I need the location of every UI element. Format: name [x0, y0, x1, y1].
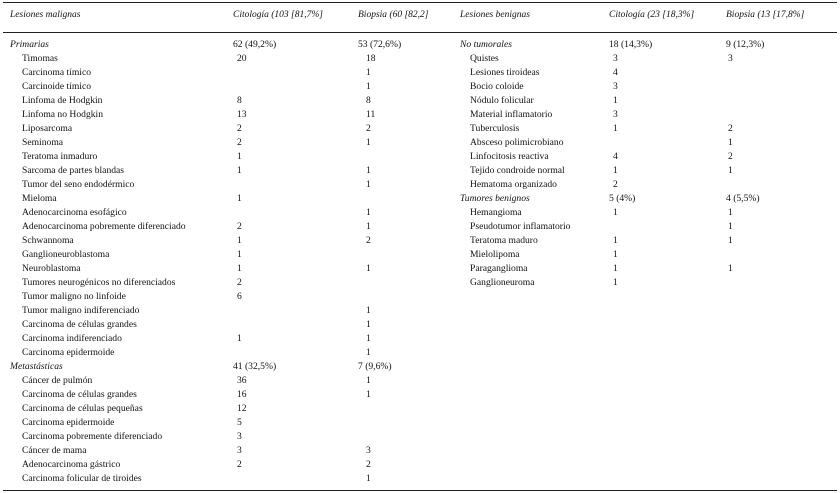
biopsia-value: 2 — [366, 123, 371, 134]
citologia-value: 62 (49,2%) — [233, 39, 277, 50]
biopsia-value: 8 — [366, 95, 371, 106]
row-label: Carcinoma de células grandes — [22, 319, 137, 330]
row-label: Material inflamatorio — [470, 109, 553, 120]
citologia-value: 2 — [613, 179, 618, 190]
citologia-value: 1 — [613, 123, 618, 134]
table-row — [0, 178, 840, 192]
table-row — [0, 290, 840, 304]
row-label: Linfocitosis reactiva — [470, 151, 549, 162]
row-label: Nódulo folicular — [470, 95, 534, 106]
table-row — [0, 472, 840, 486]
row-label: Linfoma de Hodgkin — [22, 95, 103, 106]
row-label: Mielolipoma — [470, 249, 520, 260]
row-label: Ganglioneuroma — [470, 277, 535, 288]
biopsia-value: 1 — [728, 165, 733, 176]
row-label: Adenocarcinoma esofágico — [22, 207, 127, 218]
header-citologia-benignas: Citología (23 [18,3%] — [609, 10, 695, 20]
table-row — [0, 80, 840, 94]
citologia-value: 1 — [613, 263, 618, 274]
biopsia-value: 7 (9,6%) — [358, 361, 392, 372]
citologia-value: 1 — [237, 165, 242, 176]
header-biopsia-malignas: Biopsia (60 [82,2] — [358, 10, 429, 20]
row-label: Cáncer de mama — [22, 445, 87, 456]
biopsia-value: 11 — [366, 109, 376, 120]
biopsia-value: 1 — [728, 207, 733, 218]
citologia-value: 1 — [613, 165, 618, 176]
citologia-value: 41 (32,5%) — [233, 361, 277, 372]
citologia-value: 8 — [237, 95, 242, 106]
biopsia-value: 1 — [366, 179, 371, 190]
biopsia-value: 1 — [366, 81, 371, 92]
biopsia-value: 1 — [728, 235, 733, 246]
citologia-value: 3 — [613, 53, 618, 64]
biopsia-value: 1 — [728, 263, 733, 274]
citologia-value: 3 — [237, 445, 242, 456]
row-label: Lesiones tiroideas — [470, 67, 540, 78]
citologia-value: 20 — [237, 53, 247, 64]
citologia-value: 1 — [613, 235, 618, 246]
row-label: Carcinoma epidermoide — [22, 347, 115, 358]
biopsia-value: 1 — [366, 347, 371, 358]
citologia-value: 16 — [237, 389, 247, 400]
row-label: Absceso polimicrobiano — [470, 137, 564, 148]
row-label: Tumor maligno no linfoide — [22, 291, 126, 302]
row-label: Pseudotumor inflamatorio — [470, 221, 571, 232]
row-label: Carcinoma folicular de tiroides — [22, 473, 142, 484]
biopsia-value: 2 — [366, 235, 371, 246]
biopsia-value: 1 — [366, 333, 371, 344]
group-label: Tumores benignos — [460, 193, 530, 204]
table-row — [0, 262, 840, 276]
row-label: Carcinoma de células grandes — [22, 389, 137, 400]
citologia-value: 2 — [237, 277, 242, 288]
table-row — [0, 150, 840, 164]
table-row — [0, 402, 840, 416]
row-label: Carcinoma indiferenciado — [22, 333, 122, 344]
table-row — [0, 136, 840, 150]
biopsia-value: 1 — [366, 473, 371, 484]
biopsia-value: 2 — [728, 123, 733, 134]
biopsia-value: 1 — [366, 137, 371, 148]
citologia-value: 1 — [613, 277, 618, 288]
biopsia-value: 18 — [366, 53, 376, 64]
row-label: Carcinoma de células pequeñas — [22, 403, 143, 414]
row-label: Adenocarcinoma gástrico — [22, 459, 121, 470]
citologia-value: 1 — [613, 207, 618, 218]
table-row — [0, 444, 840, 458]
table-row — [0, 346, 840, 360]
table-row — [0, 318, 840, 332]
row-label: Tumores neurogénicos no diferenciados — [22, 277, 176, 288]
table-row — [0, 304, 840, 318]
table-row — [0, 234, 840, 248]
table-row — [0, 108, 840, 122]
table-row — [0, 122, 840, 136]
table-row — [0, 164, 840, 178]
group-row — [0, 360, 840, 374]
table-header-rule — [3, 32, 837, 33]
header-lesiones-malignas: Lesiones malignas — [10, 10, 81, 20]
row-label: Adenocarcinoma pobremente diferenciado — [22, 221, 186, 232]
citologia-value: 1 — [237, 333, 242, 344]
row-label: Tumor maligno indiferenciado — [22, 305, 140, 316]
table-row — [0, 430, 840, 444]
biopsia-value: 9 (12,3%) — [726, 39, 765, 50]
citologia-value: 1 — [237, 263, 242, 274]
citologia-value: 2 — [237, 459, 242, 470]
citologia-value: 5 (4%) — [609, 193, 636, 204]
row-label: Hematoma organizado — [470, 179, 557, 190]
row-label: Hemangioma — [470, 207, 522, 218]
row-label: Tumor del seno endodérmico — [22, 179, 135, 190]
biopsia-value: 1 — [366, 263, 371, 274]
citologia-value: 18 (14,3%) — [609, 39, 653, 50]
table-row — [0, 66, 840, 80]
table-bottom-rule — [3, 490, 837, 491]
biopsia-value: 1 — [366, 165, 371, 176]
citologia-value: 2 — [237, 123, 242, 134]
group-row — [0, 38, 840, 52]
table-row — [0, 206, 840, 220]
table-row — [0, 458, 840, 472]
biopsia-value: 1 — [366, 305, 371, 316]
row-label: Mieloma — [22, 193, 57, 204]
citologia-value: 1 — [237, 193, 242, 204]
citologia-value: 5 — [237, 417, 242, 428]
citologia-value: 3 — [613, 81, 618, 92]
biopsia-value: 1 — [366, 207, 371, 218]
biopsia-value: 2 — [728, 151, 733, 162]
citologia-value: 1 — [237, 249, 242, 260]
row-label: Schwannoma — [22, 235, 74, 246]
citologia-value: 13 — [237, 109, 247, 120]
row-label: Quistes — [470, 53, 499, 64]
group-label: Metastásticas — [10, 361, 63, 372]
biopsia-value: 1 — [366, 67, 371, 78]
table-row — [0, 332, 840, 346]
citologia-value: 12 — [237, 403, 247, 414]
biopsia-value: 1 — [366, 375, 371, 386]
citologia-value: 36 — [237, 375, 247, 386]
header-biopsia-benignas: Biopsia (13 [17,8%] — [726, 10, 805, 20]
biopsia-value: 1 — [366, 319, 371, 330]
row-label: Bocio coloide — [470, 81, 524, 92]
citologia-value: 2 — [237, 137, 242, 148]
group-label: No tumorales — [460, 39, 512, 50]
table-row — [0, 94, 840, 108]
row-label: Linfoma no Hodgkin — [22, 109, 104, 120]
table-row — [0, 416, 840, 430]
row-label: Tuberculosis — [470, 123, 520, 134]
row-label: Liposarcoma — [22, 123, 73, 134]
group-row — [0, 192, 840, 206]
table-row — [0, 248, 840, 262]
row-label: Tejido condroide normal — [470, 165, 565, 176]
biopsia-value: 1 — [366, 389, 371, 400]
header-citologia-malignas: Citología (103 [81,7%] — [233, 10, 323, 20]
citologia-value: 4 — [613, 151, 618, 162]
biopsia-value: 4 (5,5%) — [726, 193, 760, 204]
row-label: Ganglioneuroblastoma — [22, 249, 110, 260]
row-label: Neuroblastoma — [22, 263, 81, 274]
table-row — [0, 276, 840, 290]
table-top-rule — [3, 2, 837, 3]
table-row — [0, 374, 840, 388]
citologia-value: 1 — [613, 95, 618, 106]
citologia-value: 4 — [613, 67, 618, 78]
row-label: Sarcoma de partes blandas — [22, 165, 125, 176]
citologia-value: 1 — [237, 151, 242, 162]
group-label: Primarias — [10, 39, 49, 50]
table-row — [0, 388, 840, 402]
biopsia-value: 53 (72,6%) — [358, 39, 402, 50]
biopsia-value: 1 — [366, 221, 371, 232]
row-label: Teratoma maduro — [470, 235, 538, 246]
citologia-value: 1 — [613, 249, 618, 260]
row-label: Seminoma — [22, 137, 64, 148]
table-row — [0, 220, 840, 234]
biopsia-value: 3 — [366, 445, 371, 456]
row-label: Paraganglioma — [470, 263, 528, 274]
citologia-value: 3 — [237, 431, 242, 442]
header-lesiones-benignas: Lesiones benignas — [460, 10, 530, 20]
row-label: Carcinoma epidermoide — [22, 417, 115, 428]
biopsia-value: 3 — [728, 53, 733, 64]
biopsia-value: 1 — [728, 221, 733, 232]
citologia-value: 2 — [237, 221, 242, 232]
row-label: Timomas — [22, 53, 58, 64]
row-label: Cáncer de pulmón — [22, 375, 93, 386]
citologia-value: 1 — [237, 235, 242, 246]
biopsia-value: 1 — [728, 137, 733, 148]
biopsia-value: 2 — [366, 459, 371, 470]
row-label: Carcinoide tímico — [22, 81, 92, 92]
row-label: Teratoma inmaduro — [22, 151, 98, 162]
table-row — [0, 52, 840, 66]
row-label: Carcinoma tímico — [22, 67, 92, 78]
row-label: Carcinoma pobremente diferenciado — [22, 431, 163, 442]
citologia-value: 3 — [613, 109, 618, 120]
citologia-value: 6 — [237, 291, 242, 302]
